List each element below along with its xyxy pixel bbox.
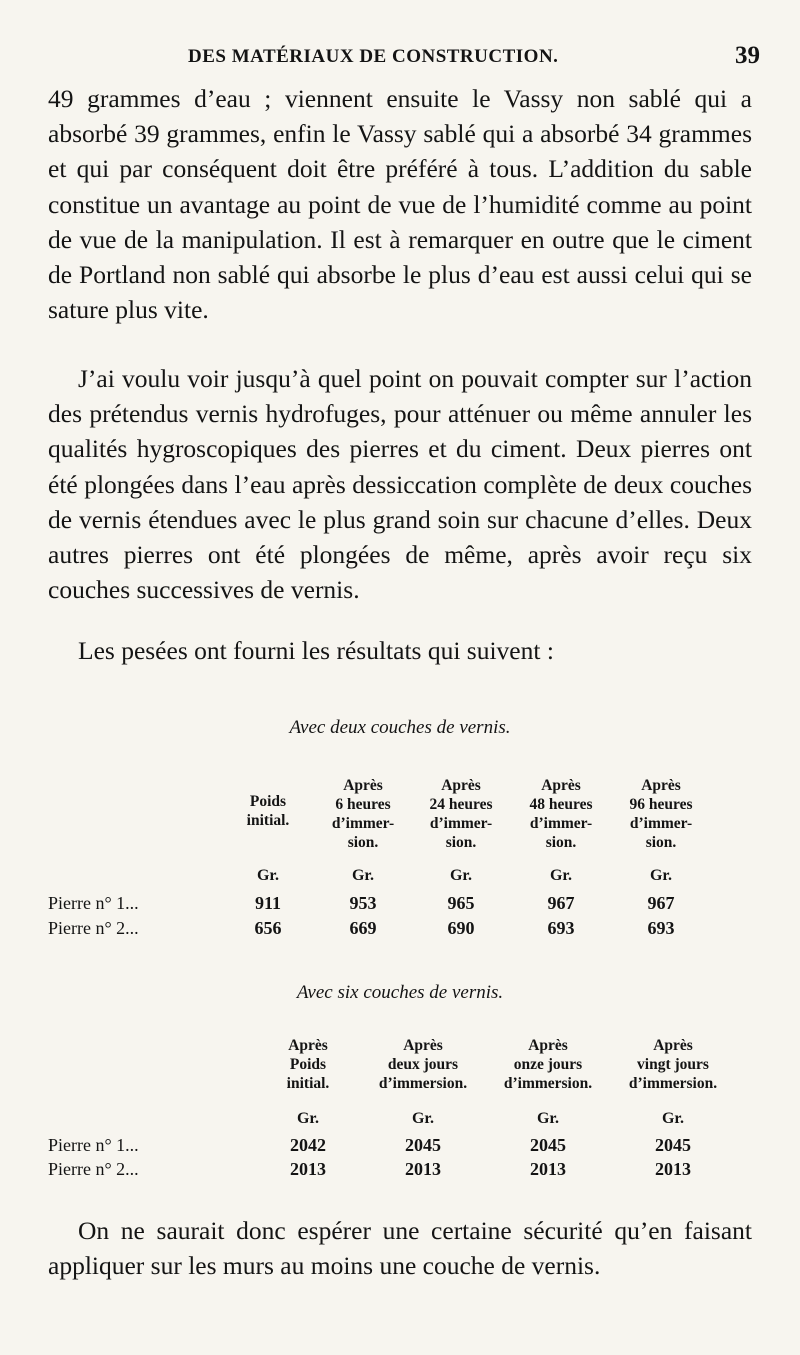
col-header-line: d’immersion. (628, 1075, 718, 1092)
col-header-line: d’immersion. (378, 1075, 468, 1092)
table-cell: 2013 (405, 1159, 441, 1179)
table-cell: 965 (447, 893, 475, 913)
table1-unit: Gr. (549, 867, 573, 884)
col-header-line: initial. (246, 812, 290, 829)
col-header-line: Après (403, 1037, 443, 1054)
table2-unit: Gr. (411, 1110, 435, 1127)
col-header-line: sion. (645, 834, 677, 851)
col-header-line: Après (641, 777, 681, 794)
table-cell: 967 (547, 893, 575, 913)
col-header-line: 96 heures (629, 796, 693, 813)
col-header-line: sion. (347, 834, 379, 851)
col-header-line: 24 heures (429, 796, 493, 813)
table2-col-header (353, 1036, 493, 1093)
table1-unit: Gr. (256, 867, 280, 884)
table-cell: 669 (349, 918, 377, 938)
table2 (48, 1032, 760, 1192)
table1-col-header (213, 792, 323, 830)
table-row-label: Pierre n° 2... (48, 918, 139, 938)
paragraph-text: Les pesées ont fourni les résultats qui suivent : (78, 636, 554, 665)
table1-col-header (606, 776, 716, 852)
col-header-line: Après (288, 1037, 328, 1054)
col-header-line: Après (441, 777, 481, 794)
col-header-line: d’immersion. (503, 1075, 593, 1092)
table2-caption: Avec six couches de vernis. (296, 982, 504, 1003)
table-cell: 2045 (530, 1135, 566, 1155)
table-cell: 2045 (655, 1135, 691, 1155)
table1-col-header (308, 776, 418, 852)
col-header-line: d’immer- (629, 815, 693, 832)
col-header-line: d’immer- (429, 815, 493, 832)
col-header-line: Après (653, 1037, 693, 1054)
table2-unit: Gr. (296, 1110, 320, 1127)
table1-unit: Gr. (649, 867, 673, 884)
col-header-line: sion. (445, 834, 477, 851)
table-row-label: Pierre n° 1... (48, 893, 139, 913)
col-header-line: Poids (289, 1056, 327, 1073)
col-header-line: Après (541, 777, 581, 794)
col-header-line: sion. (545, 834, 577, 851)
col-header-line: vingt jours (637, 1056, 709, 1073)
table2-col-header (603, 1036, 743, 1093)
table1 (48, 770, 760, 950)
table-cell: 693 (547, 918, 575, 938)
table1-col-header (506, 776, 616, 852)
running-header (48, 40, 760, 80)
table-cell: 2045 (405, 1135, 441, 1155)
table1-col-header (406, 776, 516, 852)
table-cell: 693 (647, 918, 675, 938)
table-row-label: Pierre n° 1... (48, 1135, 139, 1155)
col-header-line: Après (528, 1037, 568, 1054)
table1-unit: Gr. (449, 867, 473, 884)
paragraph-text: On ne saurait donc espérer une certaine sécurité qu’en faisant appliquer sur les murs au moins une couche de vernis. (48, 1216, 752, 1281)
page-number: 39 (735, 42, 760, 69)
paragraph-text: J’ai voulu voir jusqu’à quel point on pouvait compter sur l’action des prétendus vernis hydrofuges, pour atténuer ou même annuler les qualités hygroscopiques des pierres et du ciment. Deux pierres ont été plongées dans l’eau après dessiccation complète de deux couches de vernis étendues avec le plus grand soin sur chacune d’elles. Deux autres pierres ont été plongées de même, après avoir reçu six couches successives de vernis. (48, 364, 752, 605)
table1-unit: Gr. (351, 867, 375, 884)
table-cell: 2042 (290, 1135, 326, 1155)
col-header-line: d’immer- (331, 815, 395, 832)
col-header-line: deux jours (387, 1056, 459, 1073)
table-cell: 967 (647, 893, 675, 913)
table2-col-header (478, 1036, 618, 1093)
paragraph-continuation (48, 81, 752, 327)
paragraph-text: 49 grammes d’eau ; viennent ensuite le Vassy non sablé qui a absorbé 39 grammes, enfin le Vassy sablé qui a absorbé 34 grammes et qui par conséquent doit être préféré à tous. L’addition du sable constitue un avantage au point de vue de l’humidité comme au point de vue de la manipulation. Il est à remarquer en outre que le ciment de Portland non sablé qui absorbe le plus d’eau est aussi celui qui se sature plus vite. (48, 84, 752, 325)
col-header-line: Après (343, 777, 383, 794)
paragraph-vernis-experiment (48, 361, 752, 607)
table-cell: 656 (254, 918, 282, 938)
paragraph-conclusion (48, 1213, 752, 1283)
table-cell: 953 (349, 893, 377, 913)
table-cell: 2013 (655, 1159, 691, 1179)
table1-caption: Avec deux couches de vernis. (289, 717, 511, 738)
paragraph-results-intro (48, 633, 752, 668)
table-cell: 2013 (530, 1159, 566, 1179)
table2-unit: Gr. (661, 1110, 685, 1127)
col-header-line: Poids (249, 793, 287, 810)
col-header-line: onze jours (513, 1056, 583, 1073)
col-header-line: 6 heures (335, 796, 391, 813)
table2-unit: Gr. (536, 1110, 560, 1127)
table-row-label: Pierre n° 2... (48, 1159, 139, 1179)
table-cell: 2013 (290, 1159, 326, 1179)
col-header-line: 48 heures (529, 796, 593, 813)
table-cell: 911 (254, 893, 281, 913)
running-title: DES MATÉRIAUX DE CONSTRUCTION. (188, 46, 559, 67)
table2-col-header (248, 1036, 368, 1093)
col-header-line: d’immer- (529, 815, 593, 832)
table-cell: 690 (447, 918, 475, 938)
col-header-line: initial. (286, 1075, 330, 1092)
